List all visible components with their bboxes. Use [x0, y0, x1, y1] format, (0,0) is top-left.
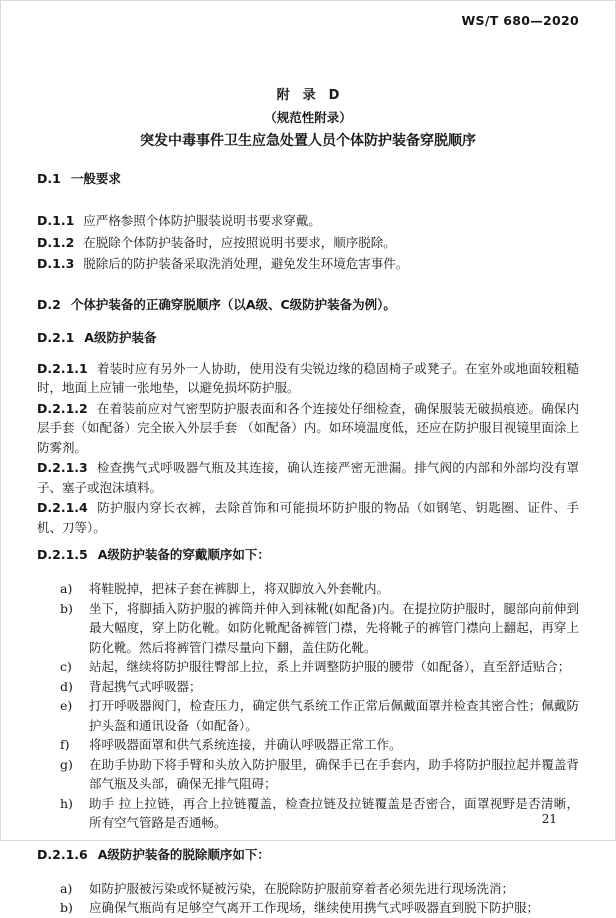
list-item-label: f) [60, 737, 70, 752]
section-heading-d1 [37, 169, 579, 188]
document-title: 突发中毒事件卫生应急处置人员个体防护装备穿脱顺序 [140, 133, 476, 149]
list-item-label: g) [60, 756, 73, 772]
list-item [37, 755, 579, 794]
list-item [37, 677, 579, 697]
list-item [37, 599, 579, 658]
list-item [37, 879, 579, 899]
paragraph-d214 [37, 498, 579, 537]
section-heading-d2 [37, 295, 579, 314]
list-item-label: b) [60, 900, 73, 915]
section-d21-paragraphs [37, 359, 579, 538]
standard-number: WS/T 680—2020 [461, 13, 579, 28]
list-item-label: b) [60, 600, 73, 616]
list-item-label: e) [60, 698, 73, 713]
list-item [37, 735, 579, 755]
document-page [1, 1, 615, 918]
appendix-subtitle: （规范性附录） [264, 110, 352, 125]
appendix-title-block [37, 84, 579, 150]
paragraph-d213 [37, 458, 579, 497]
paragraph-d211 [37, 359, 579, 398]
donning-order-list [37, 579, 579, 833]
clause-text: 在着装前应对气密型防护服表面和各个连接处仔细检查，确保服装无破损痕迹。确保内层手套（如配备）完全嵌入外层手套 （如配备）内。如环境温度低，还应在防护服目视镜里面涂上防雾剂。 [37, 400, 579, 455]
section-heading-d21 [37, 328, 579, 347]
list-item-text: 助手 拉上拉链，再合上拉链覆盖，检查拉链及拉链覆盖是否密合，面罩视野是否清晰，所有空气管路是否通畅。 [89, 795, 579, 830]
clause-number: D.2 [37, 296, 61, 312]
clause-text: 应严格参照个体防护服装说明书要求穿戴。 [83, 213, 321, 228]
list-item-text: 打开呼吸器阀门，检查压力，确定供气系统工作正常后佩戴面罩并检查其密合性；佩戴防护头盔和通讯设备（如配备）。 [89, 698, 579, 733]
clause-title: A级防护装备 [84, 329, 157, 345]
list-item-label: c) [60, 659, 72, 674]
list-item-text: 将鞋脱掉，把袜子套在裤脚上，将双脚放入外套靴内。 [89, 581, 390, 596]
list-item-text: 在助手协助下将手臂和头放入防护服里，确保手已在手套内，助手将防护服拉起并覆盖背部气瓶及头部，确保无排气阻碍； [89, 756, 579, 791]
doffing-order-list [37, 879, 579, 918]
clause-title: 个体护装备的正确穿脱顺序（以A级、C级防护装备为例）。 [70, 296, 396, 312]
list-item-text: 如防护服被污染或怀疑被污染，在脱除防护服前穿着者必须先进行现场洗消； [89, 880, 515, 896]
section-heading-d215 [37, 545, 579, 564]
clause-number: D.1.2 [37, 234, 75, 250]
section-d1-paragraphs [37, 211, 579, 275]
clause-text: 在脱除个体防护装备时，应按照说明书要求，顺序脱除。 [83, 234, 396, 250]
clause-title: 一般要求 [70, 171, 121, 186]
list-item-text: 应确保气瓶尚有足够空气离开工作现场，继续使用携气式呼吸器直到脱下防护服； [89, 900, 540, 915]
list-item-text: 将呼吸器面罩和供气系统连接，并确认呼吸器正常工作。 [89, 737, 402, 752]
clause-number: D.1.1 [37, 213, 75, 228]
clause-number: D.2.1.5 [37, 547, 88, 562]
list-item [37, 794, 579, 833]
clause-text: 着装时应有另外一人协助，使用没有尖锐边缘的稳固椅子或凳子。在室外或地面较粗糙时，地面上应铺一张地垫，以避免损坏防护服。 [37, 360, 579, 395]
list-item [37, 898, 579, 918]
paragraph-d11 [37, 211, 579, 232]
list-item [37, 696, 579, 735]
list-item-label: d) [60, 678, 73, 694]
clause-number: D.2.1.4 [37, 500, 88, 515]
clause-title: A级防护装备的脱除顺序如下： [97, 846, 270, 862]
appendix-label: 附 录 D [276, 88, 340, 103]
clause-text: 防护服内穿长衣裤，去除首饰和可能损坏防护服的物品（如钢笔、钥匙圈、证件、手机、刀等）。 [37, 500, 579, 535]
page-number: 21 [541, 812, 557, 826]
clause-text: 检查携气式呼吸器气瓶及其连接，确认连接严密无泄漏。排气阀的内部和外部均没有罩子、塞子或泡沫填料。 [37, 460, 579, 495]
list-item-label: a) [60, 581, 73, 596]
clause-number: D.2.1.6 [37, 846, 88, 862]
clause-number: D.2.1.3 [37, 460, 88, 475]
paragraph-d12 [37, 233, 579, 254]
paragraph-d212 [37, 399, 579, 458]
clause-number: D.1 [37, 171, 61, 186]
list-item-text: 站起，继续将防护服往臀部上拉，系上并调整防护服的腰带（如配备），直至舒适贴合； [89, 659, 571, 674]
clause-number: D.2.1.2 [37, 400, 88, 416]
list-item [37, 657, 579, 677]
list-item-label: a) [60, 880, 73, 896]
clause-number: D.1.3 [37, 256, 75, 271]
list-item-text: 背起携气式呼吸器； [89, 678, 202, 694]
paragraph-d13 [37, 254, 579, 275]
list-item [37, 579, 579, 599]
clause-title: A级防护装备的穿戴顺序如下： [97, 547, 270, 562]
list-item-text: 坐下，将脚插入防护服的裤筒并伸入到袜靴(如配备)内。在提拉防护服时，腿部向前伸到最大幅度，穿上防化靴。如防化靴配备裤管门襟，先将靴子的裤管门襟向上翻起，再穿上防化靴。然后将裤管门襟尽量向下翻，盖住防化靴。 [89, 600, 579, 655]
clause-number: D.2.1 [37, 329, 75, 345]
clause-number: D.2.1.1 [37, 360, 88, 376]
clause-text: 脱除后的防护装备采取洗消处理，避免发生环境危害事件。 [83, 256, 409, 271]
section-heading-d216 [37, 845, 579, 864]
list-item-label: h) [60, 795, 73, 811]
